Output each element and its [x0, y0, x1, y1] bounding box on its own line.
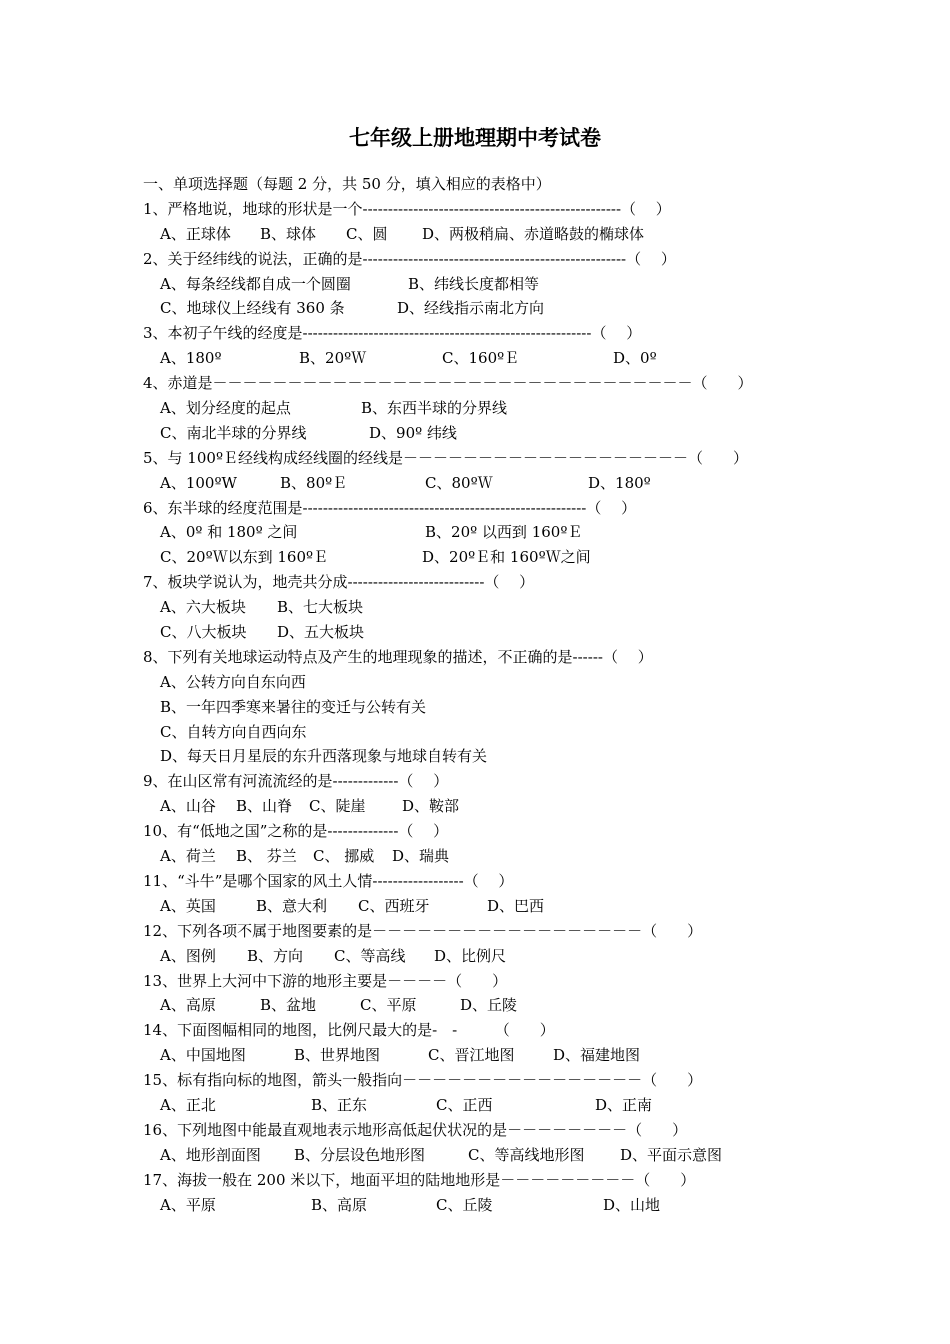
option-row	[143, 1043, 743, 1068]
option-row	[143, 794, 743, 819]
question-stem: 17、海拔一般在 200 米以下，地面平坦的陆地地形是－－－－－－－－－（ ）	[143, 1170, 696, 1189]
option: A、0º 和 180º 之间	[160, 523, 298, 542]
option-row	[143, 471, 743, 496]
option-row	[143, 1093, 743, 1118]
option: D、0º	[613, 349, 657, 368]
option-row	[143, 296, 743, 321]
question-stem: 15、标有指向标的地图，箭头一般指向－－－－－－－－－－－－－－－－（ ）	[143, 1071, 703, 1090]
option: A、划分经度的起点	[160, 399, 291, 418]
option-row	[143, 346, 743, 371]
option: B、七大板块	[277, 598, 364, 617]
option-row	[143, 595, 743, 620]
question-stem: 2、关于经纬线的说法，正确的是----------------------------------------------------（ ）	[143, 249, 676, 268]
option: B、正东	[311, 1095, 368, 1114]
option-row	[143, 272, 743, 297]
option-row	[143, 222, 743, 247]
option: C、等高线	[334, 946, 406, 965]
option: C、80ºＷ	[425, 473, 493, 492]
option: A、100ºW	[160, 473, 237, 492]
question-stem: 16、下列地图中能最直观地表示地形高低起伏状况的是－－－－－－－－（ ）	[143, 1120, 688, 1139]
option: C、丘陵	[436, 1195, 493, 1214]
option: A、六大板块	[160, 598, 246, 617]
option: B、东西半球的分界线	[361, 399, 508, 418]
option: B、高原	[311, 1195, 368, 1214]
question-stem: 9、在山区常有河流流经的是-------------（ ）	[143, 772, 449, 791]
option: B、20º 以西到 160ºＥ	[425, 523, 583, 542]
option: D、两极稍扁、赤道略鼓的椭球体	[422, 224, 645, 243]
question-stem: 12、下列各项不属于地图要素的是－－－－－－－－－－－－－－－－－－（ ）	[143, 921, 703, 940]
option: C、陡崖	[309, 797, 366, 816]
option: B、世界地图	[294, 1046, 381, 1065]
option: C、地球仪上经线有 360 条	[160, 299, 345, 318]
question-stem: 6、东半球的经度范围是--------------------------------------------------------（ ）	[143, 498, 637, 517]
option: C、 挪威	[313, 847, 375, 866]
option: C、晋江地图	[428, 1046, 515, 1065]
option-row	[143, 695, 743, 720]
option: D、经线指示南北方向	[397, 299, 545, 318]
option: A、平原	[160, 1195, 216, 1214]
option: A、图例	[160, 946, 216, 965]
option: A、每条经线都自成一个圆圈	[160, 274, 351, 293]
question-stem: 10、有“低地之国”之称的是--------------（ ）	[143, 822, 449, 841]
question-stem: 14、下面图幅相同的地图，比例尺最大的是- - （ ）	[143, 1021, 555, 1040]
question-stem: 13、世界上大河中下游的地形主要是－－－－（ ）	[143, 971, 508, 990]
option: C、南北半球的分界线	[160, 423, 307, 442]
option: A、中国地图	[160, 1046, 246, 1065]
option: B、方向	[247, 946, 304, 965]
option: B、 芬兰	[236, 847, 297, 866]
option: C、160ºＥ	[442, 349, 520, 368]
option: C、西班牙	[358, 896, 430, 915]
option: A、正北	[160, 1095, 216, 1114]
option: A、山谷	[160, 797, 216, 816]
option: D、20ºＥ和 160ºＷ之间	[422, 548, 591, 567]
option: B、球体	[260, 224, 317, 243]
option: A、荷兰	[160, 847, 216, 866]
option: A、高原	[160, 996, 216, 1015]
option-row	[143, 396, 743, 421]
option-row	[143, 1143, 743, 1168]
option-row	[143, 545, 743, 570]
option-row	[143, 670, 743, 695]
option-row	[143, 421, 743, 446]
option: A、地形剖面图	[160, 1145, 261, 1164]
option-row	[143, 620, 743, 645]
question-stem: 4、赤道是－－－－－－－－－－－－－－－－－－－－－－－－－－－－－－－－（ ）	[143, 374, 753, 393]
option: C、平原	[360, 996, 417, 1015]
option: D、平面示意图	[620, 1145, 723, 1164]
option: D、山地	[603, 1195, 661, 1214]
option: A、英国	[160, 896, 216, 915]
question-stem: 7、板块学说认为，地壳共分成---------------------------（ ）	[143, 573, 535, 592]
option: D、鞍部	[402, 797, 460, 816]
option: D、每天日月星辰的东升西落现象与地球自转有关	[160, 747, 488, 766]
option: D、福建地图	[553, 1046, 641, 1065]
option: D、丘陵	[460, 996, 518, 1015]
question-stem: 1、严格地说，地球的形状是一个---------------------------------------------------（ ）	[143, 199, 671, 218]
option: B、纬线长度都相等	[408, 274, 540, 293]
option: B、一年四季寒来暑往的变迁与公转有关	[160, 697, 427, 716]
option-row	[143, 744, 743, 769]
option: A、正球体	[160, 224, 231, 243]
question-list	[143, 172, 753, 1217]
option: C、自转方向自西向东	[160, 722, 307, 741]
option: D、正南	[595, 1095, 653, 1114]
option: B、山脊	[236, 797, 293, 816]
option: B、80ºＥ	[280, 473, 348, 492]
option-row	[143, 844, 743, 869]
option: D、瑞典	[392, 847, 450, 866]
option: B、意大利	[256, 896, 328, 915]
option-row	[143, 1193, 743, 1218]
option-row	[143, 944, 743, 969]
option: B、20ºＷ	[299, 349, 367, 368]
option: B、盆地	[260, 996, 317, 1015]
question-stem: 5、与 100ºＥ经线构成经线圈的经线是－－－－－－－－－－－－－－－－－－－（ ）	[143, 448, 748, 467]
option: C、八大板块	[160, 623, 247, 642]
section-heading: 一、单项选择题（每题 2 分，共 50 分，填入相应的表格中）	[143, 175, 551, 193]
option: A、公转方向自东向西	[160, 672, 306, 691]
exam-title: 七年级上册地理期中考试卷	[349, 125, 601, 150]
option: D、五大板块	[277, 623, 365, 642]
question-stem: 8、下列有关地球运动特点及产生的地理现象的描述，不正确的是------（ ）	[143, 647, 653, 666]
option: C、20ºＷ以东到 160ºＥ	[160, 548, 329, 567]
option: D、巴西	[487, 896, 545, 915]
question-stem: 3、本初子午线的经度是---------------------------------------------------------（ ）	[143, 324, 642, 343]
option-row	[143, 520, 743, 545]
question-stem: 11、“斗牛”是哪个国家的风土人情------------------（ ）	[143, 871, 514, 890]
option: D、比例尺	[434, 946, 507, 965]
option-row	[143, 993, 743, 1018]
option: C、圆	[346, 224, 388, 243]
option-row	[143, 894, 743, 919]
option: C、正西	[436, 1095, 493, 1114]
option: A、180º	[160, 349, 222, 368]
option: D、180º	[588, 473, 651, 492]
option-row	[143, 720, 743, 745]
option: D、90º 纬线	[369, 423, 457, 442]
option: C、等高线地形图	[468, 1145, 585, 1164]
option: B、分层设色地形图	[294, 1145, 426, 1164]
